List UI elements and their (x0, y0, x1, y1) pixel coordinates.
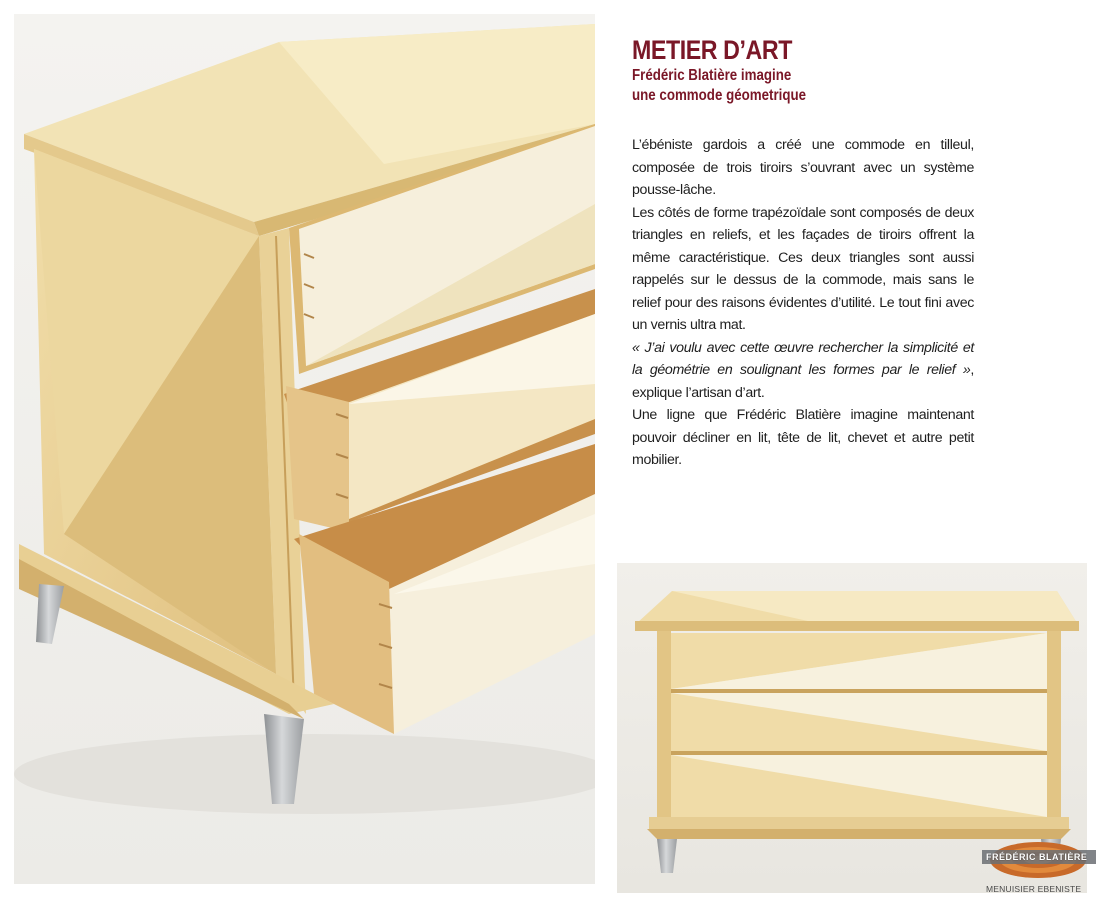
article-quote-attribution: , explique l’artisan d’art. (632, 362, 974, 401)
logo-name: FRÉDÉRIC BLATIÈRE (986, 852, 1088, 862)
commode-angled-view (14, 14, 595, 884)
commode-main-photo (14, 14, 595, 884)
article-quote-paragraph (632, 337, 974, 405)
article-subhead-line-1: Frédéric Blatière imagine (632, 67, 792, 84)
article-quote: « J’ai voulu avec cette œuvre rechercher la simplicité et la géométrie en soulignant les formes par le relief » (632, 339, 974, 378)
logo-tagline: MENUISIER EBENISTE (986, 884, 1082, 894)
article (632, 34, 974, 472)
article-body (632, 134, 974, 472)
article-paragraph-4: Une ligne que Frédéric Blatière imagine maintenant pouvoir décliner en lit, tête de lit, chevet et autre petit mobilier. (632, 407, 974, 468)
article-kicker: METIER D’ART (632, 35, 792, 65)
article-paragraph-2: Les côtés de forme trapézoïdale sont composés de deux triangles en reliefs, et les façades de tiroirs offrent la même caractéristique. Ces deux triangles sont aussi rappelés sur le dessus de la commode, mais sans le relief pour des raisons évidentes d’utilité. Le tout fini avec un vernis ultra mat. (632, 204, 974, 333)
article-subhead-line-2: une commode géometrique (632, 87, 807, 104)
article-paragraph-1: L’ébéniste gardois a créé une commode en tilleul, composée de trois tiroirs s’ouvrant avec un système pousse-lâche. (632, 137, 974, 198)
maker-logo (980, 838, 1098, 898)
